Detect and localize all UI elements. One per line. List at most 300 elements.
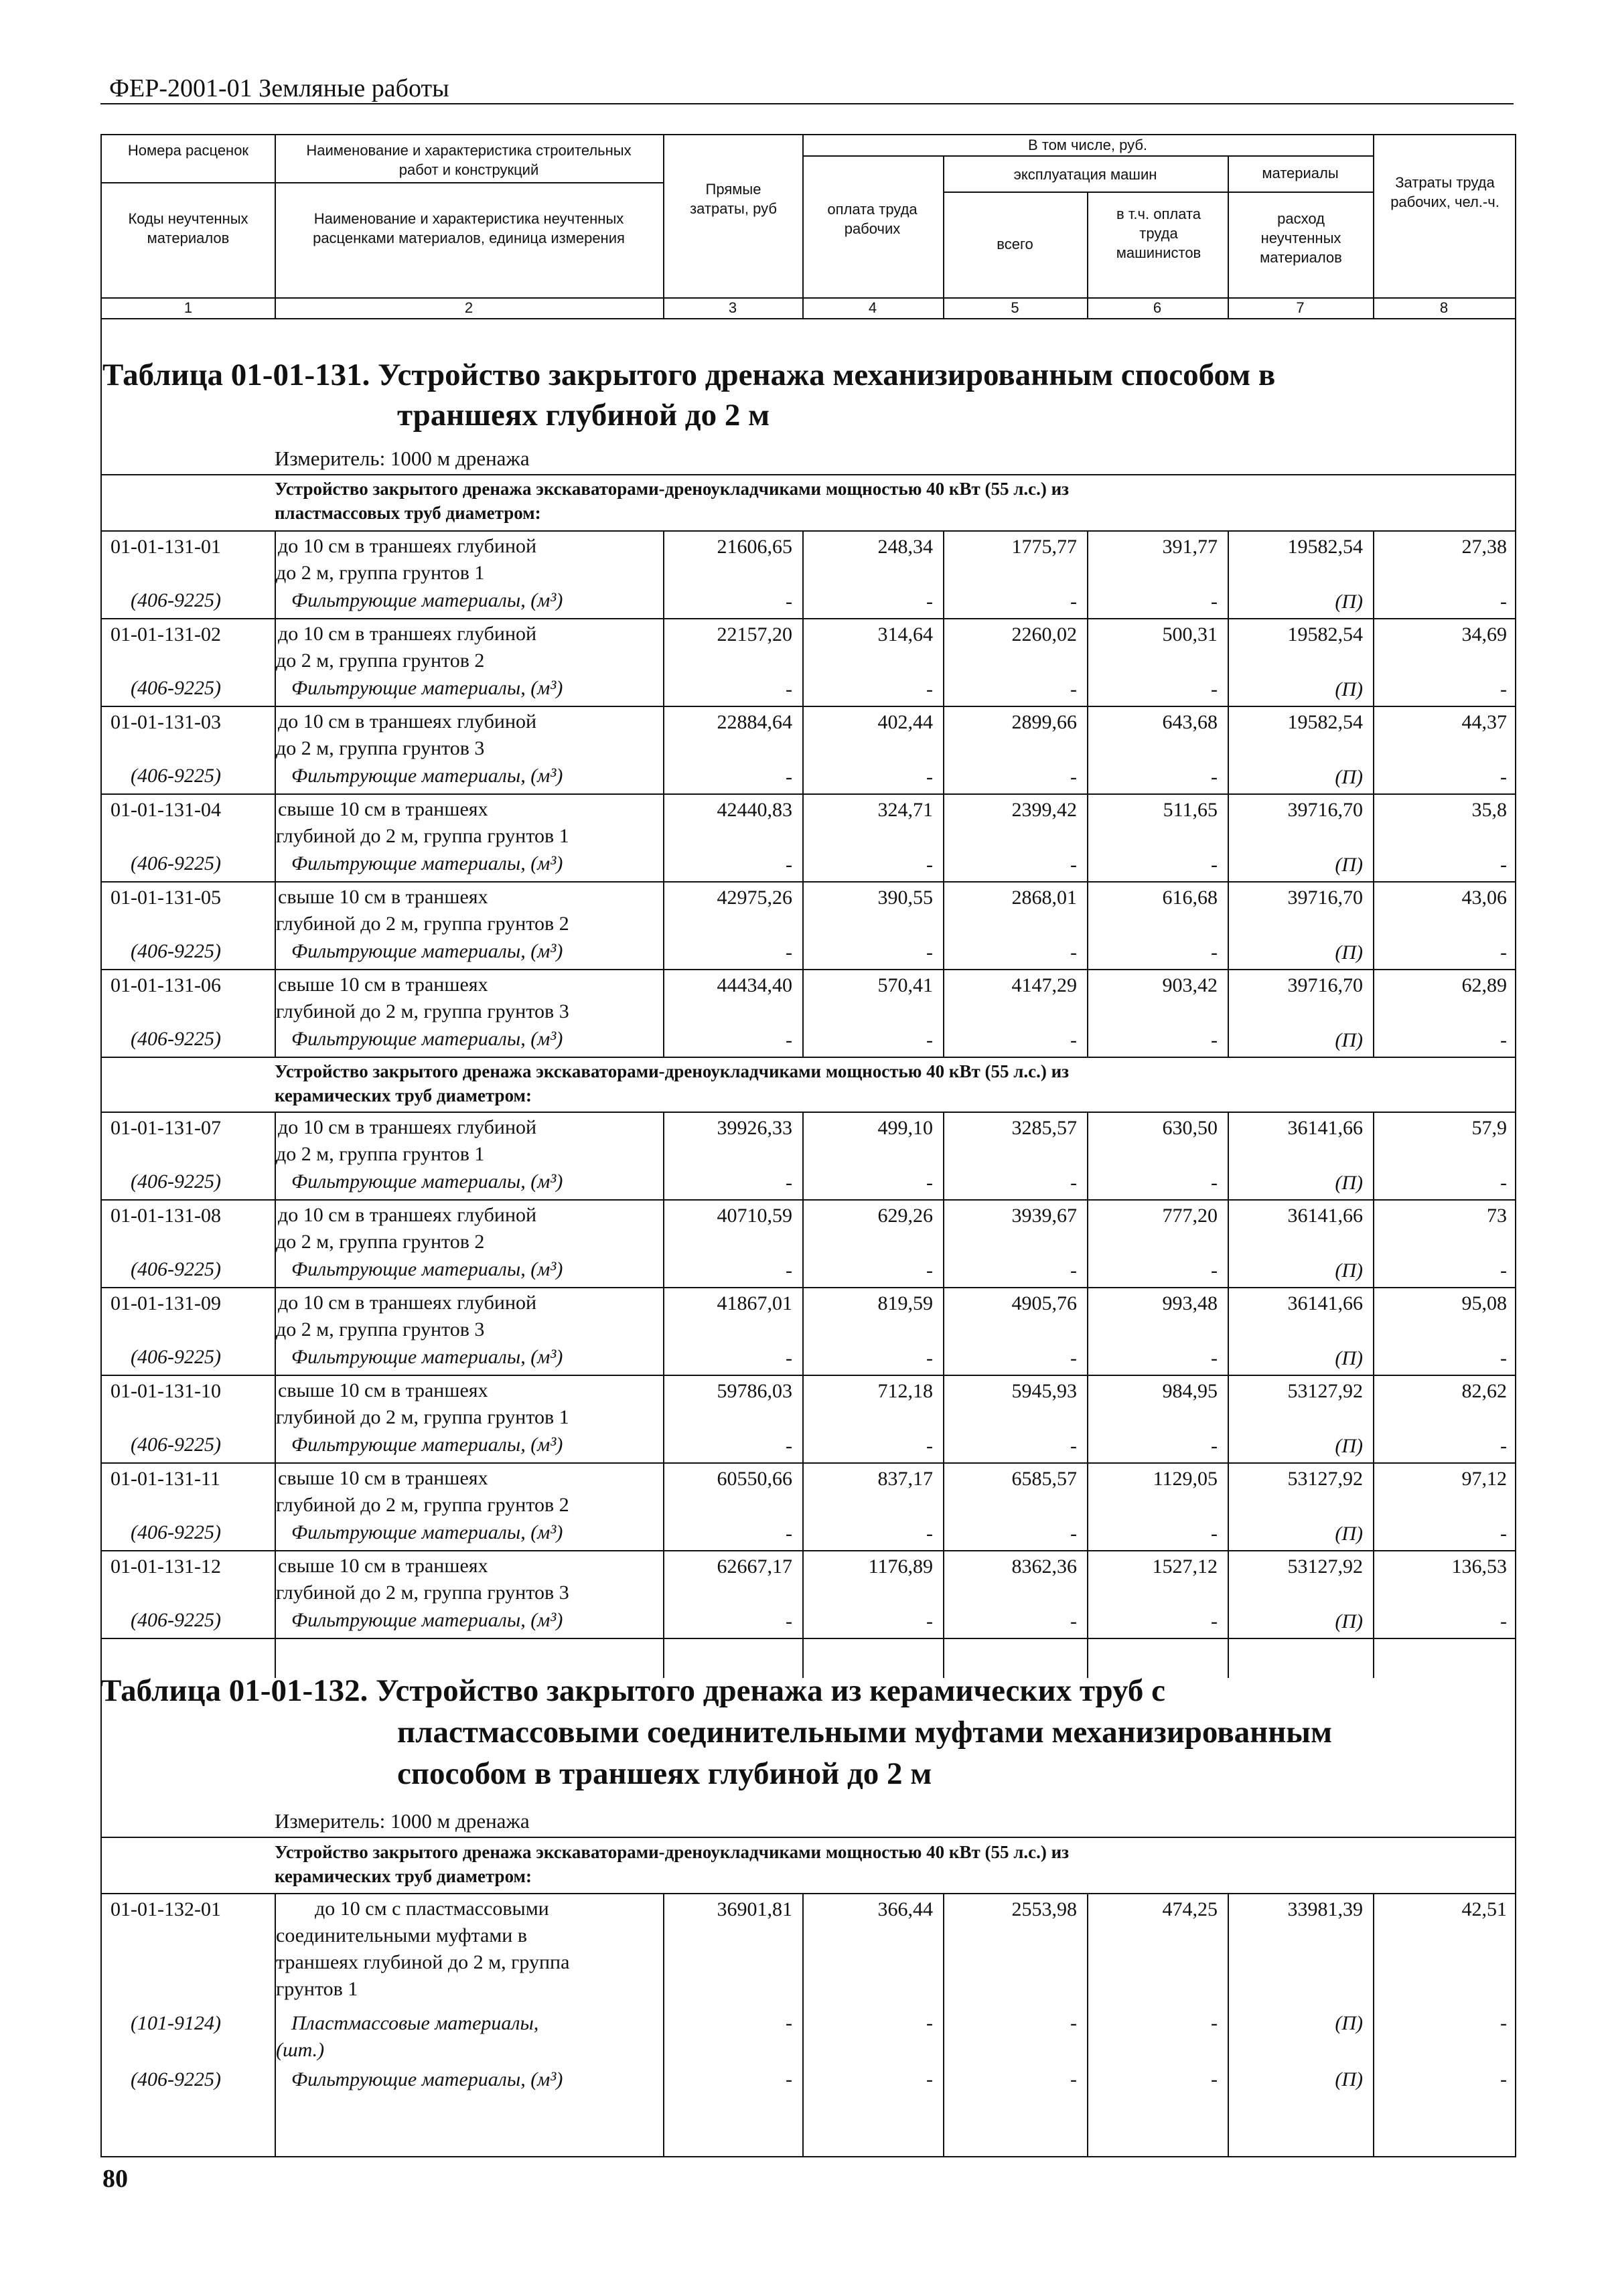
header-col-number: 1: [184, 299, 193, 316]
dash-operators: -: [1211, 1523, 1218, 1545]
work-name: до 2 м, группа грунтов 1: [276, 562, 485, 584]
header-bottom-border: [100, 318, 1516, 319]
header-direct-costs: Прямые затраты, руб: [690, 181, 777, 217]
dash-labor: -: [926, 766, 933, 788]
material-name: Пластмассовые материалы,: [291, 2012, 539, 2034]
dash-machines: -: [1070, 678, 1077, 700]
value-hours: 62,89: [1461, 974, 1507, 996]
value-machines: 2868,01: [1011, 887, 1077, 909]
value-machines: 2399,42: [1011, 799, 1077, 821]
work-name: глубиной до 2 м, группа грунтов 2: [276, 913, 569, 935]
value-labor: 837,17: [877, 1468, 933, 1490]
dash-hours: -: [1500, 2068, 1507, 2090]
row-border: [100, 1057, 1516, 1058]
value-operators: 777,20: [1162, 1205, 1218, 1227]
table132-title-line1: Таблица 01-01-132. Устройство закрытого дренажа из керамических труб с: [100, 1673, 1165, 1708]
header-col-number: 3: [728, 299, 737, 316]
material-code: (406-9225): [131, 1170, 221, 1193]
table131-title-line2: траншеях глубиной до 2 м: [397, 398, 770, 433]
dash-hours: -: [1500, 1029, 1507, 1051]
value-materials: 39716,70: [1287, 974, 1363, 996]
column-line: [663, 1112, 664, 1678]
value-labor: 390,55: [877, 887, 933, 909]
header-divider-left: [100, 182, 664, 183]
material-flag: (П): [1335, 766, 1363, 788]
header-machines-label: эксплуатация машин: [1013, 166, 1157, 183]
work-name: до 10 см в траншеях глубиной: [278, 535, 537, 557]
work-name: свыше 10 см в траншеях: [278, 1379, 488, 1401]
dash-direct: -: [786, 1259, 792, 1282]
dash-operators: -: [1211, 1610, 1218, 1632]
dash-operators: -: [1211, 2068, 1218, 2090]
dash-operators: -: [1211, 941, 1218, 964]
material-name: Фильтрующие материалы, (м³): [291, 1346, 563, 1368]
dash-labor: -: [926, 678, 933, 700]
value-direct: 22884,64: [717, 711, 792, 733]
dash-machines: -: [1070, 766, 1077, 788]
value-direct: 41867,01: [717, 1292, 792, 1314]
dash-machines: -: [1070, 2068, 1077, 2090]
value-labor: 324,71: [877, 799, 933, 821]
row-border: [100, 1638, 1516, 1639]
header-col-number: 8: [1439, 299, 1449, 316]
header-col-number: 6: [1153, 299, 1162, 316]
row-border: [100, 1837, 1516, 1838]
dash-labor: -: [926, 941, 933, 964]
dash-direct: -: [786, 854, 792, 876]
work-name: до 2 м, группа грунтов 3: [276, 1318, 485, 1341]
dash-hours: -: [1500, 766, 1507, 788]
dash-machines: -: [1070, 1347, 1077, 1369]
rate-code: 01-01-131-04: [111, 799, 221, 821]
material-code: (406-9225): [131, 1521, 221, 1543]
column-line: [1087, 1893, 1088, 2156]
work-name: до 2 м, группа грунтов 1: [276, 1143, 485, 1165]
value-machines: 3285,57: [1011, 1117, 1077, 1139]
header-col-line: [275, 134, 276, 318]
value-materials: 53127,92: [1287, 1468, 1363, 1490]
value-materials: 36141,66: [1287, 1117, 1363, 1139]
table-border-left: [100, 134, 102, 2157]
header-group-divider: [802, 155, 1373, 157]
value-operators: 984,95: [1162, 1380, 1218, 1402]
header-machines-total: всего: [997, 236, 1033, 252]
work-name: глубиной до 2 м, группа грунтов 3: [276, 1582, 569, 1604]
dash-operators: -: [1211, 591, 1218, 613]
rate-code: 01-01-131-05: [111, 887, 221, 909]
material-flag: (П): [1335, 1523, 1363, 1545]
table-bottom-border: [100, 2156, 1516, 2157]
dash-hours: -: [1500, 2012, 1507, 2034]
work-name: свыше 10 см в траншеях: [278, 1467, 488, 1489]
dash-hours: -: [1500, 678, 1507, 700]
rate-code: 01-01-131-03: [111, 711, 221, 733]
section-heading: Устройство закрытого дренажа экскаваторами-дреноукладчиками мощностью 40 кВт (55 л.с.) из: [275, 1061, 1069, 1081]
value-operators: 903,42: [1162, 974, 1218, 996]
header-col-number: 7: [1296, 299, 1305, 316]
material-name: Фильтрующие материалы, (м³): [291, 677, 563, 699]
material-flag: (П): [1335, 2068, 1363, 2090]
work-name: до 10 см в траншеях глубиной: [278, 1116, 537, 1138]
dash-machines: -: [1070, 854, 1077, 876]
value-machines: 4147,29: [1011, 974, 1077, 996]
dash-operators: -: [1211, 1029, 1218, 1051]
dash-hours: -: [1500, 1172, 1507, 1194]
value-materials: 19582,54: [1287, 711, 1363, 733]
dash-labor: -: [926, 1172, 933, 1194]
value-direct: 21606,65: [717, 536, 792, 558]
table131-title-line1: Таблица 01-01-131. Устройство закрытого дренажа механизированным способом в: [102, 358, 1276, 392]
value-machines: 8362,36: [1011, 1555, 1077, 1578]
value-direct: 22157,20: [717, 623, 792, 645]
work-name: глубиной до 2 м, группа грунтов 1: [276, 825, 569, 847]
value-machines: 6585,57: [1011, 1468, 1077, 1490]
section-heading: Устройство закрытого дренажа экскаваторами-дреноукладчиками мощностью 40 кВт (55 л.с.) из: [275, 1842, 1069, 1862]
column-line: [802, 530, 804, 1057]
material-flag: (П): [1335, 1172, 1363, 1194]
rate-code: 01-01-131-11: [111, 1468, 220, 1490]
row-border: [100, 1893, 1516, 1894]
column-line: [1373, 530, 1374, 1057]
dash-operators: -: [1211, 1172, 1218, 1194]
dash-labor: -: [926, 1610, 933, 1632]
value-operators: 630,50: [1162, 1117, 1218, 1139]
rate-code: 01-01-131-12: [111, 1555, 221, 1578]
dash-direct: -: [786, 1347, 792, 1369]
header-col-number: 4: [868, 299, 877, 316]
value-direct: 42440,83: [717, 799, 792, 821]
dash-hours: -: [1500, 1259, 1507, 1282]
value-machines: 2899,66: [1011, 711, 1077, 733]
material-name: Фильтрующие материалы, (м³): [291, 1170, 563, 1193]
work-name: траншеях глубиной до 2 м, группа: [276, 1951, 570, 1973]
dash-labor: -: [926, 1259, 933, 1282]
value-labor: 570,41: [877, 974, 933, 996]
table131-measure: Измеритель: 1000 м дренажа: [275, 447, 530, 470]
header-group-label: В том числе, руб.: [1027, 137, 1148, 153]
material-flag: (П): [1335, 854, 1363, 876]
header-machines-divider: [943, 192, 1373, 193]
material-flag: (П): [1335, 678, 1363, 700]
value-operators: 1129,05: [1153, 1468, 1218, 1490]
row-border: [100, 1462, 1516, 1464]
header-col1-top: Номера расценок: [127, 142, 249, 159]
material-flag: (П): [1335, 1347, 1363, 1369]
dash-machines: -: [1070, 1610, 1077, 1632]
header-col-line: [802, 134, 804, 318]
dash-operators: -: [1211, 854, 1218, 876]
header-operators-pay: в т.ч. оплата труда машинистов: [1116, 206, 1201, 261]
material-name: Фильтрующие материалы, (м³): [291, 2068, 563, 2090]
dash-labor: -: [926, 854, 933, 876]
value-labor: 314,64: [877, 623, 933, 645]
dash-machines: -: [1070, 591, 1077, 613]
value-direct: 59786,03: [717, 1380, 792, 1402]
value-direct: 44434,40: [717, 974, 792, 996]
column-line: [1228, 1112, 1229, 1678]
value-machines: 3939,67: [1011, 1205, 1077, 1227]
row-border: [100, 1112, 1516, 1113]
header-col-number: 5: [1011, 299, 1019, 316]
section-heading: керамических труб диаметром:: [275, 1085, 532, 1105]
material-code: (406-9225): [131, 1028, 221, 1050]
value-materials: 53127,92: [1287, 1380, 1363, 1402]
row-border: [100, 1287, 1516, 1288]
row-border: [100, 881, 1516, 883]
value-direct: 60550,66: [717, 1468, 792, 1490]
column-line: [943, 1112, 944, 1678]
header-unaccounted-materials: расход неучтенных материалов: [1260, 210, 1342, 266]
dash-operators: -: [1211, 2012, 1218, 2034]
work-name: свыше 10 см в траншеях: [278, 1555, 488, 1577]
value-labor: 366,44: [877, 1898, 933, 1920]
material-flag: (П): [1335, 1435, 1363, 1457]
value-operators: 643,68: [1162, 711, 1218, 733]
value-operators: 474,25: [1162, 1898, 1218, 1920]
work-name: до 2 м, группа грунтов 3: [276, 737, 485, 759]
dash-hours: -: [1500, 1610, 1507, 1632]
value-materials: 36141,66: [1287, 1205, 1363, 1227]
material-name: Фильтрующие материалы, (м³): [291, 765, 563, 787]
work-name: до 10 см в траншеях глубиной: [278, 623, 537, 645]
value-labor: 712,18: [877, 1380, 933, 1402]
section-heading: Устройство закрытого дренажа экскаваторами-дреноукладчиками мощностью 40 кВт (55 л.с.) из: [275, 479, 1069, 499]
rate-code: 01-01-131-01: [111, 536, 221, 558]
value-hours: 57,9: [1471, 1117, 1507, 1139]
value-labor: 402,44: [877, 711, 933, 733]
column-line: [275, 530, 276, 1057]
work-name: свыше 10 см в траншеях: [278, 798, 488, 820]
work-name: свыше 10 см в траншеях: [278, 974, 488, 996]
value-hours: 27,38: [1461, 536, 1507, 558]
table132-title-line3: способом в траншеях глубиной до 2 м: [397, 1756, 932, 1791]
value-machines: 5945,93: [1011, 1380, 1077, 1402]
row-border: [100, 1199, 1516, 1201]
column-line: [802, 1112, 804, 1678]
column-line: [1087, 530, 1088, 1057]
header-col-number: 2: [464, 299, 473, 316]
dash-hours: -: [1500, 591, 1507, 613]
dash-labor: -: [926, 1029, 933, 1051]
value-hours: 97,12: [1461, 1468, 1507, 1490]
column-line: [275, 1893, 276, 2156]
header-labor-pay: оплата труда рабочих: [827, 201, 918, 237]
dash-labor: -: [926, 1523, 933, 1545]
column-line: [1087, 1112, 1088, 1678]
value-machines: 2260,02: [1011, 623, 1077, 645]
column-line: [943, 530, 944, 1057]
value-machines: 1775,77: [1011, 536, 1077, 558]
section-heading: пластмассовых труб диаметром:: [275, 503, 541, 523]
row-border: [100, 793, 1516, 795]
header-materials-label: материалы: [1262, 165, 1339, 181]
value-operators: 616,68: [1162, 887, 1218, 909]
row-border: [100, 618, 1516, 619]
dash-operators: -: [1211, 678, 1218, 700]
material-code: (406-9225): [131, 1258, 221, 1280]
dash-hours: -: [1500, 1523, 1507, 1545]
dash-machines: -: [1070, 1523, 1077, 1545]
dash-machines: -: [1070, 2012, 1077, 2034]
dash-labor: -: [926, 2012, 933, 2034]
material-flag: (П): [1335, 941, 1363, 964]
row-border: [100, 474, 1516, 475]
material-code: (406-9225): [131, 940, 221, 962]
value-operators: 391,77: [1162, 536, 1218, 558]
material-name: (шт.): [276, 2039, 325, 2061]
value-direct: 36901,81: [717, 1898, 792, 1920]
dash-machines: -: [1070, 1259, 1077, 1282]
dash-labor: -: [926, 2068, 933, 2090]
material-name: Фильтрующие материалы, (м³): [291, 1028, 563, 1050]
dash-hours: -: [1500, 1347, 1507, 1369]
value-labor: 499,10: [877, 1117, 933, 1139]
value-materials: 19582,54: [1287, 623, 1363, 645]
dash-hours: -: [1500, 854, 1507, 876]
material-name: Фильтрующие материалы, (м³): [291, 1258, 563, 1280]
work-name: до 10 см в траншеях глубиной: [278, 1204, 537, 1226]
material-flag: (П): [1335, 1259, 1363, 1282]
dash-labor: -: [926, 1435, 933, 1457]
value-materials: 39716,70: [1287, 799, 1363, 821]
section-heading: керамических труб диаметром:: [275, 1866, 532, 1886]
material-code: (406-9225): [131, 765, 221, 787]
value-operators: 1527,12: [1152, 1555, 1218, 1578]
value-labor: 819,59: [877, 1292, 933, 1314]
column-line: [275, 1112, 276, 1678]
dash-operators: -: [1211, 1435, 1218, 1457]
dash-operators: -: [1211, 1259, 1218, 1282]
value-labor: 1176,89: [868, 1555, 933, 1578]
header-col2-bottom: Наименование и характеристика неучтенных расценками материалов, единица измерения: [313, 210, 625, 246]
dash-direct: -: [786, 941, 792, 964]
dash-labor: -: [926, 1347, 933, 1369]
rate-code: 01-01-132-01: [111, 1898, 221, 1920]
value-operators: 511,65: [1163, 799, 1218, 821]
value-direct: 40710,59: [717, 1205, 792, 1227]
header-col1-bottom: Коды неучтенных материалов: [128, 210, 248, 246]
value-hours: 95,08: [1461, 1292, 1507, 1314]
dash-machines: -: [1070, 941, 1077, 964]
dash-hours: -: [1500, 941, 1507, 964]
column-line: [802, 1893, 804, 2156]
value-labor: 248,34: [877, 536, 933, 558]
value-direct: 42975,26: [717, 887, 792, 909]
material-flag: (П): [1335, 591, 1363, 613]
material-code: (406-9225): [131, 589, 221, 611]
value-labor: 629,26: [877, 1205, 933, 1227]
material-code: (406-9225): [131, 1609, 221, 1631]
value-hours: 34,69: [1461, 623, 1507, 645]
material-code: (406-9225): [131, 1434, 221, 1456]
value-hours: 73: [1487, 1205, 1507, 1227]
material-name: Фильтрующие материалы, (м³): [291, 589, 563, 611]
column-line: [1373, 1112, 1374, 1678]
material-code: (406-9225): [131, 1346, 221, 1368]
dash-direct: -: [786, 1523, 792, 1545]
work-name: глубиной до 2 м, группа грунтов 2: [276, 1494, 569, 1516]
header-col2-top: Наименование и характеристика строительных работ и конструкций: [306, 142, 632, 178]
work-name: глубиной до 2 м, группа грунтов 1: [276, 1406, 569, 1428]
work-name: грунтов 1: [276, 1978, 358, 2000]
dash-direct: -: [786, 766, 792, 788]
value-hours: 42,51: [1461, 1898, 1507, 1920]
header-col-line: [1373, 134, 1374, 318]
work-name: соединительными муфтами в: [276, 1924, 528, 1946]
work-name: свыше 10 см в траншеях: [278, 886, 488, 908]
material-name: Фильтрующие материалы, (м³): [291, 1521, 563, 1543]
column-line: [1228, 1893, 1229, 2156]
rate-code: 01-01-131-09: [111, 1292, 221, 1314]
dash-operators: -: [1211, 1347, 1218, 1369]
value-operators: 993,48: [1162, 1292, 1218, 1314]
rate-code: 01-01-131-10: [111, 1380, 221, 1402]
material-flag: (П): [1335, 1029, 1363, 1051]
row-border: [100, 530, 1516, 532]
value-hours: 82,62: [1461, 1380, 1507, 1402]
dash-hours: -: [1500, 1435, 1507, 1457]
dash-direct: -: [786, 2012, 792, 2034]
document-header: ФЕР-2001-01 Земляные работы: [109, 74, 449, 102]
value-materials: 36141,66: [1287, 1292, 1363, 1314]
work-name: до 10 см с пластмассовыми: [315, 1898, 549, 1920]
value-hours: 44,37: [1461, 711, 1507, 733]
value-materials: 53127,92: [1287, 1555, 1363, 1578]
dash-direct: -: [786, 2068, 792, 2090]
material-name: Фильтрующие материалы, (м³): [291, 940, 563, 962]
table132-measure: Измеритель: 1000 м дренажа: [275, 1809, 530, 1833]
column-line: [663, 530, 664, 1057]
material-name: Фильтрующие материалы, (м³): [291, 1609, 563, 1631]
rate-code: 01-01-131-02: [111, 623, 221, 645]
material-flag: (П): [1335, 1610, 1363, 1632]
dash-machines: -: [1070, 1172, 1077, 1194]
value-materials: 39716,70: [1287, 887, 1363, 909]
row-border: [100, 1375, 1516, 1376]
column-line: [1373, 1893, 1374, 2156]
material-name: Фильтрующие материалы, (м³): [291, 852, 563, 874]
material-code: (406-9225): [131, 2068, 221, 2090]
dash-direct: -: [786, 591, 792, 613]
work-name: до 10 см в траншеях глубиной: [278, 1292, 537, 1314]
table132-title-line2: пластмассовыми соединительными муфтами механизированным: [397, 1715, 1333, 1750]
value-materials: 19582,54: [1287, 536, 1363, 558]
value-machines: 2553,98: [1011, 1898, 1077, 1920]
row-border: [100, 1550, 1516, 1551]
value-operators: 500,31: [1162, 623, 1218, 645]
dash-machines: -: [1070, 1029, 1077, 1051]
value-materials: 33981,39: [1287, 1898, 1363, 1920]
value-hours: 43,06: [1461, 887, 1507, 909]
header-labor-hours: Затраты труда рабочих, чел.-ч.: [1390, 174, 1500, 210]
value-direct: 39926,33: [717, 1117, 792, 1139]
table-border-right: [1515, 134, 1516, 2157]
value-direct: 62667,17: [717, 1555, 792, 1578]
dash-machines: -: [1070, 1435, 1077, 1457]
column-line: [1228, 530, 1229, 1057]
work-name: до 2 м, группа грунтов 2: [276, 1231, 485, 1253]
rate-code: 01-01-131-06: [111, 974, 221, 996]
value-machines: 4905,76: [1011, 1292, 1077, 1314]
dash-direct: -: [786, 1172, 792, 1194]
column-line: [663, 1893, 664, 2156]
row-border: [100, 706, 1516, 707]
dash-direct: -: [786, 678, 792, 700]
material-code: (406-9225): [131, 852, 221, 874]
work-name: до 2 м, группа грунтов 2: [276, 649, 485, 672]
row-border: [100, 969, 1516, 970]
value-hours: 35,8: [1471, 799, 1507, 821]
